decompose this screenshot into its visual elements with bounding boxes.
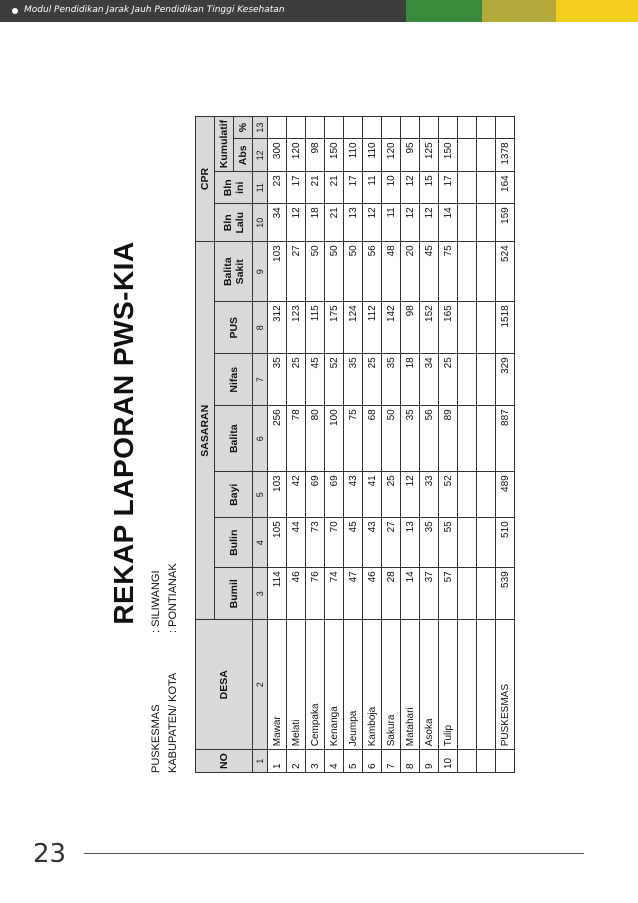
table-cell: Cempaka xyxy=(306,620,325,750)
table-cell: Melati xyxy=(287,620,306,750)
table-cell: Kenanga xyxy=(325,620,344,750)
column-number: 7 xyxy=(253,354,268,406)
kabupaten-label: KABUPATEN/ KOTA xyxy=(167,672,179,773)
table-cell: 14 xyxy=(439,204,458,242)
table-cell xyxy=(439,116,458,139)
col-bumil: Bumil xyxy=(215,568,253,620)
total-cell: PUSKESMAS xyxy=(496,620,515,750)
table-cell: 50 xyxy=(325,242,344,302)
table-cell: 120 xyxy=(287,139,306,172)
table-cell: 21 xyxy=(325,172,344,204)
table-cell xyxy=(477,518,496,568)
table-cell: Matahari xyxy=(401,620,420,750)
table-cell: 35 xyxy=(420,518,439,568)
table-cell xyxy=(477,116,496,139)
column-number: 9 xyxy=(253,242,268,302)
table-cell: 152 xyxy=(420,302,439,354)
table-cell: 34 xyxy=(268,204,287,242)
table-cell xyxy=(306,116,325,139)
column-number: 12 xyxy=(253,139,268,172)
table-cell: 150 xyxy=(325,139,344,172)
table-body xyxy=(253,116,515,772)
table-cell: 76 xyxy=(306,568,325,620)
total-cell: 164 xyxy=(496,172,515,204)
table-cell xyxy=(458,116,477,139)
total-cell: 524 xyxy=(496,242,515,302)
table-cell: 142 xyxy=(382,302,401,354)
table-cell: 43 xyxy=(363,518,382,568)
table-cell: 27 xyxy=(287,242,306,302)
table-cell: 33 xyxy=(420,472,439,518)
total-cell: 510 xyxy=(496,518,515,568)
table-cell: 89 xyxy=(439,406,458,472)
table-cell: 35 xyxy=(382,354,401,406)
table-cell: 25 xyxy=(439,354,458,406)
column-number: 3 xyxy=(253,568,268,620)
table-cell xyxy=(477,406,496,472)
rekap-table xyxy=(195,116,515,773)
table-cell: 50 xyxy=(306,242,325,302)
table-cell: 52 xyxy=(439,472,458,518)
table-cell xyxy=(401,116,420,139)
total-cell: 329 xyxy=(496,354,515,406)
table-cell: 123 xyxy=(287,302,306,354)
table-cell: 20 xyxy=(401,242,420,302)
table-cell: 46 xyxy=(363,568,382,620)
column-number: 10 xyxy=(253,204,268,242)
table-cell: 35 xyxy=(268,354,287,406)
column-number: 2 xyxy=(253,620,268,750)
table-cell xyxy=(268,116,287,139)
table-cell xyxy=(477,172,496,204)
table-cell: 45 xyxy=(344,518,363,568)
table-cell: 8 xyxy=(401,750,420,773)
table-cell: 10 xyxy=(439,750,458,773)
table-cell: 4 xyxy=(325,750,344,773)
table-cell xyxy=(477,242,496,302)
table-row xyxy=(344,116,363,772)
table-cell: 12 xyxy=(420,204,439,242)
table-cell: 75 xyxy=(344,406,363,472)
table-cell: 98 xyxy=(401,302,420,354)
document-title: REKAP LAPORAN PWS-KIA xyxy=(108,241,139,625)
table-cell: 15 xyxy=(420,172,439,204)
col-bln-lalu: Bln Lalu xyxy=(215,204,253,242)
table-cell: 18 xyxy=(306,204,325,242)
table-cell: 68 xyxy=(363,406,382,472)
table-cell: 165 xyxy=(439,302,458,354)
table-cell: 69 xyxy=(325,472,344,518)
table-cell: 110 xyxy=(344,139,363,172)
table-cell xyxy=(458,620,477,750)
table-cell xyxy=(363,116,382,139)
table-cell: 312 xyxy=(268,302,287,354)
table-cell: 56 xyxy=(420,406,439,472)
table-cell: 35 xyxy=(344,354,363,406)
col-desa: DESA xyxy=(196,620,253,750)
table-row xyxy=(420,116,439,772)
table-cell: 43 xyxy=(344,472,363,518)
table-cell: 3 xyxy=(306,750,325,773)
table-row xyxy=(382,116,401,772)
table-cell: 55 xyxy=(439,518,458,568)
table-cell xyxy=(420,116,439,139)
table-cell: 34 xyxy=(420,354,439,406)
table-cell: 114 xyxy=(268,568,287,620)
table-cell: 13 xyxy=(344,204,363,242)
table-cell: 150 xyxy=(439,139,458,172)
table-cell: 11 xyxy=(363,172,382,204)
table-cell: 10 xyxy=(382,172,401,204)
table-cell: 73 xyxy=(306,518,325,568)
table-cell xyxy=(458,568,477,620)
table-cell: 110 xyxy=(363,139,382,172)
table-cell: 52 xyxy=(325,354,344,406)
table-cell: 11 xyxy=(382,204,401,242)
table-cell: 115 xyxy=(306,302,325,354)
column-number: 4 xyxy=(253,518,268,568)
column-number-row xyxy=(253,116,268,772)
table-cell: 44 xyxy=(287,518,306,568)
table-cell: 18 xyxy=(401,354,420,406)
table-cell xyxy=(458,172,477,204)
table-cell: 6 xyxy=(363,750,382,773)
table-cell: 21 xyxy=(306,172,325,204)
column-number: 8 xyxy=(253,302,268,354)
table-cell: 27 xyxy=(382,518,401,568)
col-bulin: Bulin xyxy=(215,518,253,568)
table-cell: 28 xyxy=(382,568,401,620)
table-cell: Sakura xyxy=(382,620,401,750)
col-no: NO xyxy=(196,750,253,773)
bullet-icon xyxy=(12,8,18,14)
table-cell: 50 xyxy=(382,406,401,472)
table-cell xyxy=(287,116,306,139)
table-cell: 300 xyxy=(268,139,287,172)
table-cell: 12 xyxy=(401,172,420,204)
page-number: 23 xyxy=(33,839,67,869)
table-cell: 105 xyxy=(268,518,287,568)
table-cell: 256 xyxy=(268,406,287,472)
table-cell xyxy=(458,242,477,302)
table-row xyxy=(401,116,420,772)
total-cell: 1518 xyxy=(496,302,515,354)
col-cpr: CPR xyxy=(196,116,215,241)
col-pus: PUS xyxy=(215,302,253,354)
table-cell: 23 xyxy=(268,172,287,204)
col-bayi: Bayi xyxy=(215,472,253,518)
table-cell: 75 xyxy=(439,242,458,302)
table-cell xyxy=(477,750,496,773)
table-cell: 17 xyxy=(439,172,458,204)
table-row xyxy=(439,116,458,772)
table-cell: Asoka xyxy=(420,620,439,750)
col-sasaran: SASARAN xyxy=(196,242,215,620)
table-cell xyxy=(458,750,477,773)
table-row xyxy=(287,116,306,772)
page-header xyxy=(0,0,638,22)
table-cell xyxy=(458,406,477,472)
table-cell: 25 xyxy=(382,472,401,518)
table-cell: 103 xyxy=(268,242,287,302)
column-number: 5 xyxy=(253,472,268,518)
table-cell: 98 xyxy=(306,139,325,172)
total-cell: 489 xyxy=(496,472,515,518)
table-cell: 2 xyxy=(287,750,306,773)
table-cell xyxy=(477,472,496,518)
table-cell: 50 xyxy=(344,242,363,302)
table-cell: 12 xyxy=(287,204,306,242)
table-cell: 12 xyxy=(363,204,382,242)
kabupaten-value: : PONTIANAK xyxy=(167,563,179,633)
total-cell: 887 xyxy=(496,406,515,472)
table-cell: 48 xyxy=(382,242,401,302)
header-row-1 xyxy=(196,116,215,772)
table-cell: 95 xyxy=(401,139,420,172)
table-cell: 17 xyxy=(344,172,363,204)
puskesmas-value: : SILIWANGI xyxy=(150,570,162,633)
table-cell: 45 xyxy=(420,242,439,302)
table-cell xyxy=(382,116,401,139)
blank-row xyxy=(458,116,477,772)
table-cell: 12 xyxy=(401,472,420,518)
column-number: 13 xyxy=(253,116,268,139)
table-cell: 7 xyxy=(382,750,401,773)
table-cell: 78 xyxy=(287,406,306,472)
table-cell: 25 xyxy=(363,354,382,406)
col-bln-ini: Bln ini xyxy=(215,172,253,204)
table-cell: 46 xyxy=(287,568,306,620)
table-row xyxy=(325,116,344,772)
header-bar-olive xyxy=(482,0,556,22)
total-cell: 1378 xyxy=(496,139,515,172)
col-kumulatif: Kumulatif xyxy=(215,116,234,171)
table-cell: 100 xyxy=(325,406,344,472)
table-cell: 80 xyxy=(306,406,325,472)
table-cell xyxy=(458,302,477,354)
column-number: 1 xyxy=(253,750,268,773)
col-pct: % xyxy=(234,116,253,139)
table-cell: 9 xyxy=(420,750,439,773)
table-cell: 45 xyxy=(306,354,325,406)
table-cell xyxy=(477,620,496,750)
rotated-document xyxy=(98,93,533,783)
puskesmas-label: PUSKESMAS xyxy=(150,704,162,773)
table-row xyxy=(306,116,325,772)
table-cell: Mawar xyxy=(268,620,287,750)
table-cell xyxy=(458,204,477,242)
table-cell: 69 xyxy=(306,472,325,518)
table-cell: 13 xyxy=(401,518,420,568)
table-cell: 42 xyxy=(287,472,306,518)
table-cell: 14 xyxy=(401,568,420,620)
table-cell xyxy=(458,139,477,172)
total-cell xyxy=(496,750,515,773)
table-cell xyxy=(458,518,477,568)
table-cell: Jeumpa xyxy=(344,620,363,750)
table-cell xyxy=(344,116,363,139)
table-cell: 25 xyxy=(287,354,306,406)
table-cell: 21 xyxy=(325,204,344,242)
info-row-kabupaten xyxy=(165,563,182,773)
table-cell: 12 xyxy=(401,204,420,242)
col-balita: Balita xyxy=(215,406,253,472)
table-cell: 175 xyxy=(325,302,344,354)
table-cell: 120 xyxy=(382,139,401,172)
info-row-puskesmas xyxy=(148,563,165,773)
table-cell xyxy=(477,568,496,620)
table-cell xyxy=(325,116,344,139)
table-cell: 103 xyxy=(268,472,287,518)
header-title: Modul Pendidikan Jarak Jauh Pendidikan Tinggi Kesehatan xyxy=(24,5,285,15)
blank-row xyxy=(477,116,496,772)
total-row xyxy=(496,116,515,772)
table-cell: Tulip xyxy=(439,620,458,750)
table-cell: 5 xyxy=(344,750,363,773)
header-bar-yellow xyxy=(556,0,638,22)
table-cell: Kamboja xyxy=(363,620,382,750)
col-nifas: Nifas xyxy=(215,354,253,406)
table-cell xyxy=(477,354,496,406)
table-cell: 35 xyxy=(401,406,420,472)
total-cell: 159 xyxy=(496,204,515,242)
column-number: 6 xyxy=(253,406,268,472)
table-cell xyxy=(458,472,477,518)
table-cell: 125 xyxy=(420,139,439,172)
table-cell: 74 xyxy=(325,568,344,620)
total-cell: 539 xyxy=(496,568,515,620)
table-cell: 70 xyxy=(325,518,344,568)
table-row xyxy=(363,116,382,772)
document-info xyxy=(148,563,182,773)
table-cell xyxy=(477,204,496,242)
table-cell: 1 xyxy=(268,750,287,773)
col-abs: Abs xyxy=(234,139,253,172)
total-cell xyxy=(496,116,515,139)
table-cell: 56 xyxy=(363,242,382,302)
table-cell xyxy=(477,139,496,172)
table-cell: 57 xyxy=(439,568,458,620)
footer-divider xyxy=(84,853,584,854)
table-cell: 41 xyxy=(363,472,382,518)
table-cell xyxy=(477,302,496,354)
table-cell: 47 xyxy=(344,568,363,620)
col-balita-sakit: Balita Sakit xyxy=(215,242,253,302)
table-cell: 17 xyxy=(287,172,306,204)
table-cell: 124 xyxy=(344,302,363,354)
table-cell xyxy=(458,354,477,406)
table-row xyxy=(268,116,287,772)
column-number: 11 xyxy=(253,172,268,204)
table-cell: 37 xyxy=(420,568,439,620)
header-bar-green xyxy=(406,0,482,22)
table-cell: 112 xyxy=(363,302,382,354)
